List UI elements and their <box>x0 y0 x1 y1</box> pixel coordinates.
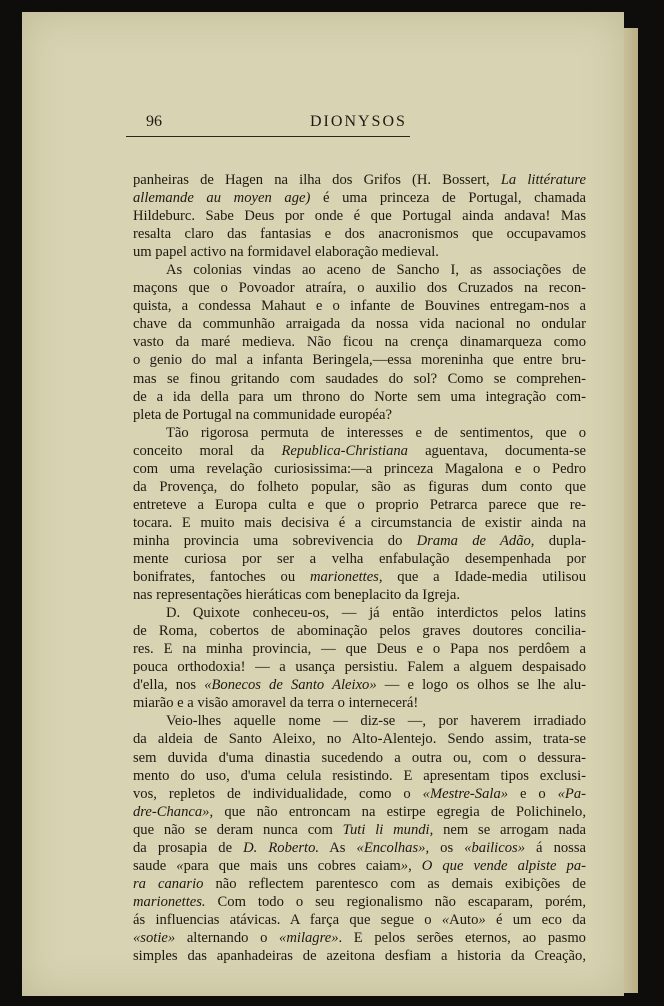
text-line: nas representações hieráticas com beneplacito da Igreja. <box>133 587 460 604</box>
text-line: Hildeburc. Sabe Deus por onde é que Portugal ainda andava! Mas <box>133 208 586 225</box>
text-line: bonifrates, fantoches ou marionettes, que a Idade-media utilisou <box>133 569 586 586</box>
text-line: mas se finou gritando com saudades do sol? Como se comprehen- <box>133 370 586 387</box>
text-line: o genio do mal a infanta Beringela,—essa moreninha que entre bru- <box>133 352 586 369</box>
text-line: D. Quixote conheceu-os, — já então interdictos pelos latins <box>166 605 586 622</box>
text-line: miarão e a visão amoravel da terra o internecerá! <box>133 695 419 712</box>
text-line: maçons que o Povoador atraíra, o auxilio dos Cruzados na recon- <box>133 280 586 297</box>
text-line: um papel activo na formidavel elaboração medieval. <box>133 244 439 261</box>
text-line: da prosapia de D. Roberto. As «Encolhas», os «bailicos» á nossa <box>133 839 586 856</box>
text-line: res. E na minha provincia, — que Deus e o Papa nos perdôem a <box>133 641 586 658</box>
text-line: mente curiosa por ser a velha enfabulação desempenhada por <box>133 550 586 567</box>
text-line: de a ida della para um throno do Norte sem uma integração com- <box>133 388 586 405</box>
text-line: Tão rigorosa permuta de interesses e de sentimentos, que o <box>166 424 586 441</box>
text-line: quista, a condessa Mahaut e o infante de Bouvines entregam-nos a <box>133 298 586 315</box>
text-line: ás influencias atávicas. A farça que segue o «Auto» é um eco da <box>133 911 586 928</box>
text-line: com uma revelação curiosissima:—a princeza Magalona e o Pedro <box>133 460 586 477</box>
text-line: simples das apanhadeiras de azeitona desfiam a historia da Creação, <box>133 948 586 965</box>
text-line: pleta de Portugal na communidade européa? <box>133 406 392 423</box>
text-line: d'ella, nos «Bonecos de Santo Aleixo» — e logo os olhos se lhe alu- <box>133 677 586 694</box>
text-line: entreteve a Europa culta e que o proprio Petrarca parece que re- <box>133 496 586 513</box>
text-line: de Roma, cobertos de abominação pelos graves doutores concilia- <box>133 623 586 640</box>
text-line: ra canario não reflectem parentesco com as demais exibições de <box>133 875 586 892</box>
text-line: vos, repletos de individualidade, como o «Mestre-Sala» e o «Pa- <box>133 785 586 802</box>
text-line: mento do uso, d'uma celula resistindo. E apresentam tipos exclusi- <box>133 767 586 784</box>
text-line: As colonias vindas ao aceno de Sancho I, as associações de <box>166 262 586 279</box>
text-line: pouca orthodoxia! — a usança persistiu. Falem a alguem despaisado <box>133 659 586 676</box>
running-title: DIONYSOS <box>310 113 407 130</box>
text-line: da Provença, do folheto popular, são as figuras dum conto que <box>133 478 586 495</box>
text-line: dre-Chanca», que não entroncam na estirpe egregia de Polichinelo, <box>133 803 586 820</box>
body-text <box>133 171 586 965</box>
running-head <box>126 110 410 137</box>
text-line: panheiras de Hagen na ilha dos Grifos (H. Bossert, La littérature <box>133 172 586 188</box>
text-line: resalta claro das fantasias e dos anacronismos que occupavamos <box>133 226 586 243</box>
text-line: sem duvida d'uma dinastia sucedendo a outra ou, com o dessura- <box>133 749 586 766</box>
text-line: vasto da maré medieva. Não ficou na crença dinamarqueza como <box>133 334 586 351</box>
page-number: 96 <box>146 113 162 130</box>
text-line: «sotie» alternando o «milagre». E pelos serões eternos, ao pasmo <box>133 929 586 946</box>
text-line: tocara. E muito mais decisiva é a circumstancia de existir ainda na <box>133 514 586 531</box>
text-line: que não se deram nunca com Tuti li mundi, nem se arrogam nada <box>133 821 586 838</box>
text-line: da aldeia de Santo Aleixo, no Alto-Alentejo. Sendo assim, trata-se <box>133 731 586 748</box>
page-edge <box>624 28 638 993</box>
text-line: allemande au moyen age) é uma princeza de Portugal, chamada <box>133 190 586 207</box>
text-line: conceito moral da Republica-Christiana aguentava, documenta-se <box>133 442 586 459</box>
text-line: minha provincia uma sobrevivencia do Drama de Adão, dupla- <box>133 532 586 549</box>
text-line: chave da communhão arraigada da nossa vida nacional no ondular <box>133 316 586 333</box>
text-line: marionettes. Com todo o seu regionalismo não escaparam, porém, <box>133 893 586 910</box>
text-line: saude «para que mais uns cobres caiam», O que vende alpiste pa- <box>133 857 586 874</box>
text-line: Veio-lhes aquelle nome — diz-se —, por haverem irradiado <box>166 713 586 730</box>
